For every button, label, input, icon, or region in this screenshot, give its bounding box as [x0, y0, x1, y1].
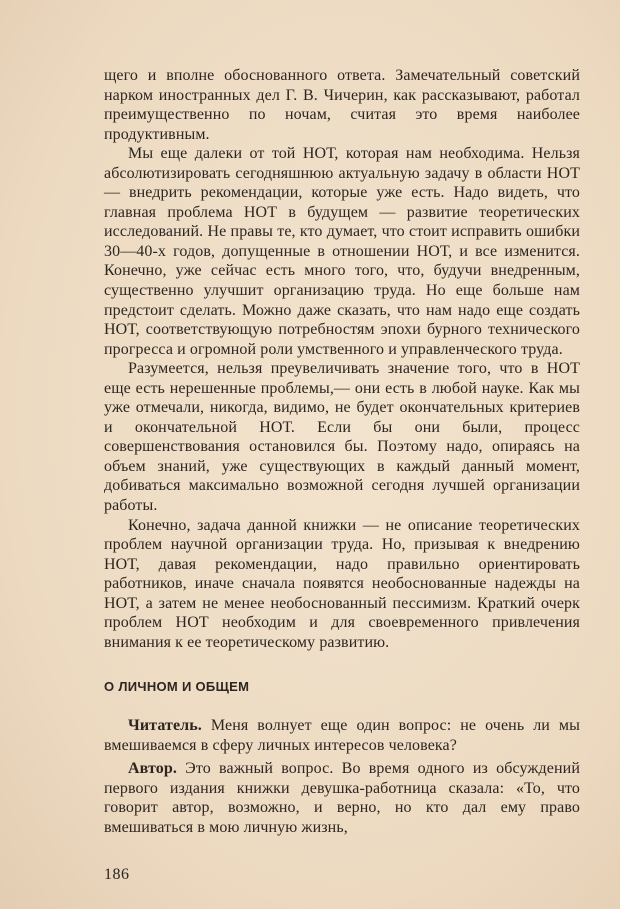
- dialogue: [104, 716, 580, 837]
- speaker-label: Читатель.: [128, 716, 202, 734]
- speaker-label: Автор.: [128, 760, 177, 778]
- dialogue-author: [104, 759, 580, 837]
- dialogue-text: Это важный вопрос. Во время одного из обсуждений первого издания книжки девушка-работница сказала: «То, что говорит автор, возможно, и верно, но кто дал ему право вмешиваться в мою личную жизнь,: [104, 760, 580, 836]
- paragraph: Разумеется, нельзя преувеличивать значение того, что в НОТ еще есть нерешенные проблемы,— они есть в любой науке. Как мы уже отмечали, никогда, видимо, не будет окончательных критериев и окончательной НОТ. Если бы они были, процесс совершенствования остановился бы. Поэтому надо, опираясь на объем знаний, уже существующих в каждый данный момент, добиваться максимально возможной сегодня лучшей организации работы.: [104, 360, 580, 515]
- paragraph: Мы еще далеки от той НОТ, которая нам необходима. Нельзя абсолютизировать сегодняшнюю актуальную задачу в области НОТ — внедрить рекомендации, которые уже есть. Надо видеть, что главная проблема НОТ в будущем — развитие теоретических исследований. Не правы те, кто думает, что стоит исправить ошибки 30—40-х годов, допущенные в отношении НОТ, и все изменится. Конечно, уже сейчас есть много того, что, будучи внедренным, существенно улучшит организацию труда. Но еще больше нам предстоит сделать. Можно даже сказать, что нам надо еще создать НОТ, соответствующую потребностям эпохи бурного технического прогресса и огромной роли умственного и управленческого труда.: [104, 145, 580, 358]
- paragraph: щего и вполне обоснованного ответа. Замечательный советский нарком иностранных дел Г. В. Чичерин, как рассказывают, работал преимущественно по ночам, считая это время наиболее продуктивным.: [104, 67, 580, 143]
- page-number: 186: [104, 866, 130, 883]
- dialogue-text: Меня волнует еще один вопрос: не очень ли мы вмешиваемся в сферу личных интересов человека?: [104, 716, 580, 754]
- section-heading: О ЛИЧНОМ И ОБЩЕМ: [104, 679, 250, 695]
- dialogue-reader: [104, 716, 580, 755]
- text-column: [104, 66, 580, 837]
- paragraph: Конечно, задача данной книжки — не описание теоретических проблем научной организации труда. Но, призывая к внедрению НОТ, давая рекомендации, надо правильно ориентировать работников, иначе сначала появятся необоснованные надежды на НОТ, а затем не менее необоснованный пессимизм. Краткий очерк проблем НОТ необходим и для своевременного привлечения внимания к ее теоретическому развитию.: [104, 516, 580, 651]
